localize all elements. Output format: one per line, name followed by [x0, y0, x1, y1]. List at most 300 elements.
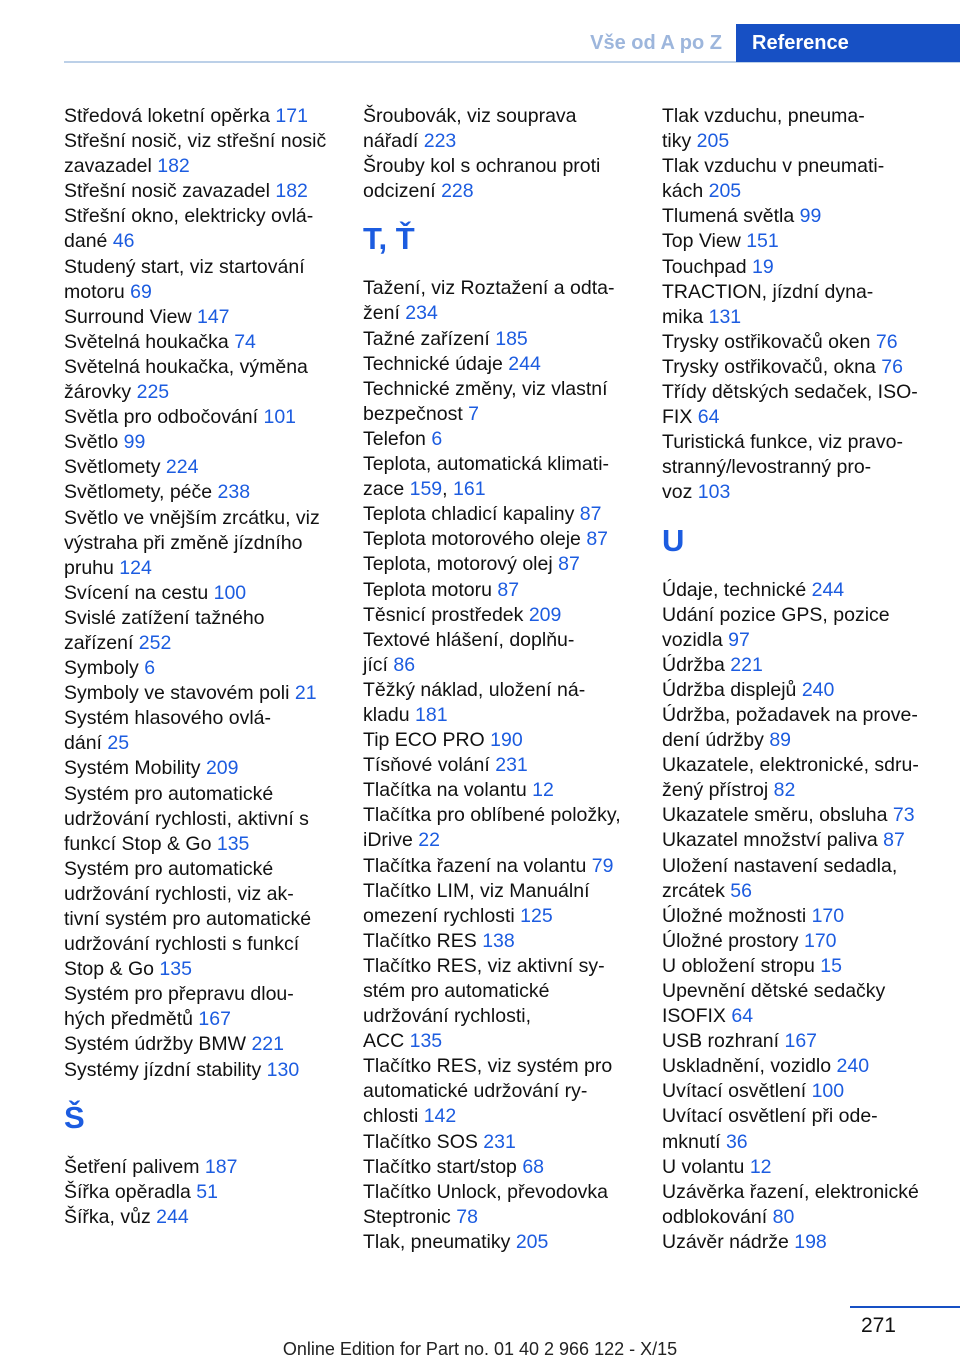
entry-term: zavazadel — [64, 155, 158, 178]
entry-term: omezení rychlosti — [363, 904, 521, 927]
page-link[interactable]: 138 — [482, 929, 515, 952]
index-section-heading: U — [662, 522, 685, 558]
page-link[interactable]: 221 — [730, 653, 763, 676]
index-entry-text — [662, 578, 952, 603]
index-entry — [662, 380, 952, 430]
index-entry-text — [363, 954, 645, 979]
index-entry — [662, 653, 952, 678]
page-link[interactable]: 234 — [405, 302, 438, 325]
index-entry — [64, 1155, 344, 1180]
entry-term: Trysky ostřikovačů, okna — [662, 355, 882, 378]
entry-term: Šrouby kol s ochranou proti — [363, 155, 601, 178]
page-link[interactable]: 78 — [456, 1205, 478, 1228]
page-link[interactable]: 244 — [508, 352, 541, 375]
index-entry-text — [662, 1054, 952, 1079]
entry-term: bezpečnost — [363, 402, 469, 425]
page-link[interactable]: 161 — [453, 478, 486, 501]
page-link[interactable]: 87 — [579, 503, 602, 526]
index-entry — [64, 480, 344, 505]
index-entry-text — [64, 330, 344, 355]
page-link[interactable]: 6 — [431, 427, 443, 450]
entry-term: nářadí — [363, 130, 424, 153]
index-entry-text — [662, 879, 952, 904]
index-entry — [64, 681, 344, 706]
page-link[interactable]: 15 — [820, 954, 842, 977]
page-link[interactable]: 224 — [165, 456, 199, 479]
page-link[interactable]: 244 — [156, 1205, 189, 1228]
index-entry-text — [662, 1155, 952, 1180]
page-link[interactable]: 190 — [490, 729, 523, 752]
index-entry — [363, 276, 645, 326]
index-entry-text — [662, 355, 952, 380]
index-entry-text — [64, 932, 344, 957]
page-link[interactable]: 56 — [730, 879, 752, 902]
index-entry — [64, 506, 344, 581]
index-entry — [662, 1155, 952, 1180]
header-reference-tab[interactable]: Reference — [736, 24, 960, 62]
index-entry — [363, 603, 645, 628]
index-entry — [64, 982, 344, 1032]
entry-term: Trysky ostřikovačů oken — [662, 330, 876, 353]
page-link[interactable]: 87 — [883, 829, 905, 852]
page-link[interactable]: 80 — [772, 1205, 795, 1228]
page-link[interactable]: 205 — [515, 1230, 549, 1253]
entry-term: Střešní nosič zavazadel — [64, 180, 276, 203]
entry-term: dání — [64, 732, 108, 755]
page-link[interactable]: 187 — [204, 1155, 238, 1178]
entry-term: Uvítací osvětlení při ode- — [662, 1105, 878, 1128]
index-entry-text — [64, 380, 344, 405]
page-link[interactable]: 125 — [520, 904, 553, 927]
index-entry-text — [662, 1079, 952, 1104]
index-column-2 — [363, 104, 645, 1255]
index-entry — [363, 327, 645, 352]
page-link[interactable]: 64 — [731, 1005, 754, 1028]
entry-term: USB rozhraní — [662, 1030, 785, 1053]
entry-term: odblokování — [662, 1205, 773, 1228]
entry-term: kách — [662, 180, 709, 203]
index-entry-text — [662, 979, 952, 1004]
index-entry — [363, 1054, 645, 1129]
index-entry-text — [363, 1230, 645, 1255]
index-entry-text — [662, 678, 952, 703]
index-entry-text — [64, 857, 344, 882]
page-link[interactable]: 89 — [769, 729, 792, 752]
page-link[interactable]: 170 — [803, 929, 837, 952]
entry-term: stranný/levostranný pro- — [662, 456, 872, 479]
page-link[interactable]: 167 — [784, 1030, 818, 1053]
entry-term: Světla pro odbočování — [64, 406, 264, 429]
page-link[interactable]: 209 — [205, 757, 239, 780]
index-entry-text — [363, 1079, 645, 1104]
page-link[interactable]: 21 — [294, 682, 317, 705]
index-entry — [662, 204, 952, 229]
index-entry — [64, 430, 344, 455]
entry-term: Údržba — [662, 653, 731, 676]
entry-term: ISOFIX — [662, 1005, 732, 1028]
entry-term: Tlačítko RES, viz aktivní sy- — [363, 954, 605, 977]
entry-term: Steptronic — [363, 1205, 457, 1228]
index-entry — [662, 330, 952, 355]
index-entry — [662, 1180, 952, 1230]
page-link[interactable]: 36 — [725, 1130, 748, 1153]
page-link[interactable]: 87 — [558, 553, 580, 576]
page-link[interactable]: 19 — [752, 255, 774, 278]
index-entry — [662, 603, 952, 653]
page-link[interactable]: 182 — [157, 155, 190, 178]
index-entry-text — [64, 556, 344, 581]
index-entry — [64, 405, 344, 430]
page-link[interactable]: 135 — [159, 958, 192, 981]
page-link[interactable]: 244 — [811, 578, 845, 601]
entry-term: Těžký náklad, uložení ná- — [363, 678, 586, 701]
page-link[interactable]: 64 — [697, 406, 720, 429]
index-entry-text — [363, 527, 645, 552]
page-link[interactable]: 100 — [213, 581, 247, 604]
entry-term: Systém hlasového ovlá- — [64, 707, 272, 730]
entry-term: automatické udržování ry- — [363, 1080, 588, 1103]
index-entry-text — [64, 782, 344, 807]
index-entry — [363, 527, 645, 552]
index-entry-text — [363, 603, 645, 628]
index-entry-text — [363, 1180, 645, 1205]
entry-term: funkcí Stop & Go — [64, 832, 217, 855]
page-link[interactable]: 238 — [217, 481, 251, 504]
index-entry-text — [363, 1130, 645, 1155]
index-entry-text — [662, 1130, 952, 1155]
index-entry-text — [64, 1032, 344, 1057]
index-entry-text — [363, 327, 645, 352]
page-link[interactable]: 221 — [251, 1033, 284, 1056]
entry-term: Tlačítko RES, viz systém pro — [363, 1055, 613, 1078]
entry-term: Teplota chladicí kapaliny — [363, 503, 580, 526]
entry-term: U obložení stropu — [662, 954, 821, 977]
entry-term: Šetření palivem — [64, 1155, 205, 1178]
index-entry — [363, 427, 645, 452]
index-entry-text — [64, 305, 344, 330]
page-link[interactable]: 171 — [275, 105, 308, 127]
index-entry — [363, 929, 645, 954]
index-entry-text — [363, 854, 645, 879]
entry-term: Tlak, pneumatiky — [363, 1230, 516, 1253]
index-entry-text — [64, 405, 344, 430]
index-entry — [662, 678, 952, 703]
index-entry-text — [363, 979, 645, 1004]
index-entry-text — [363, 352, 645, 377]
index-entry — [64, 857, 344, 982]
page-link[interactable]: 167 — [198, 1008, 231, 1031]
entry-term: Těsnicí prostředek — [363, 603, 529, 626]
page-link[interactable]: 12 — [749, 1155, 772, 1178]
index-entry-text — [363, 427, 645, 452]
index-entry-text — [64, 179, 344, 204]
index-entry-text — [662, 1104, 952, 1129]
index-entry — [662, 979, 952, 1029]
page-link[interactable]: 103 — [697, 481, 731, 504]
page-link[interactable]: 181 — [415, 703, 448, 726]
index-entry-text — [64, 280, 344, 305]
entry-term: Teplota, automatická klimati- — [363, 453, 610, 476]
entry-term: iDrive — [363, 829, 419, 852]
index-entry-text — [363, 778, 645, 803]
entry-term: Systém Mobility — [64, 757, 206, 780]
index-entry-text — [64, 355, 344, 380]
index-entry-text — [64, 1155, 344, 1180]
index-entry-text — [662, 1205, 952, 1230]
page-link[interactable]: 205 — [696, 130, 730, 153]
index-entry — [662, 104, 952, 154]
page-link[interactable]: 101 — [263, 406, 297, 429]
entry-term: Tísňové volání — [363, 754, 496, 777]
page-link[interactable]: 240 — [836, 1055, 870, 1078]
entry-term: Tlak vzduchu v pneumati- — [662, 155, 885, 178]
page-link[interactable]: 209 — [528, 603, 562, 626]
index-entry-text — [662, 603, 952, 628]
index-entry-text — [64, 882, 344, 907]
page-link[interactable]: 130 — [266, 1058, 300, 1081]
index-entry — [363, 1130, 645, 1155]
entry-term: chlosti — [363, 1105, 424, 1128]
page-link[interactable]: 82 — [773, 779, 796, 802]
index-entry-text — [363, 301, 645, 326]
entry-term: Šroubovák, viz souprava — [363, 105, 577, 127]
index-entry — [363, 352, 645, 377]
page-link[interactable]: 170 — [811, 904, 845, 927]
index-entry-text — [64, 506, 344, 531]
page-link[interactable]: 12 — [532, 779, 554, 802]
entry-term: tiky — [662, 130, 697, 153]
page-link[interactable]: 7 — [468, 402, 480, 425]
page-number: 271 — [860, 1314, 896, 1337]
index-entry-text — [662, 430, 952, 455]
page-link[interactable]: 124 — [119, 556, 152, 579]
entry-term: odcizení — [363, 180, 442, 203]
entry-term: vozidla — [662, 628, 729, 651]
page-link[interactable]: 76 — [875, 330, 898, 353]
page-link[interactable]: 252 — [138, 631, 172, 654]
index-entry-text — [363, 1004, 645, 1029]
index-entry-text — [363, 828, 645, 853]
entry-term: zrcátek — [662, 879, 731, 902]
entry-term: udržování rychlosti, — [363, 1005, 531, 1028]
entry-term: Tažné zařízení — [363, 327, 496, 350]
entry-term: Střešní nosič, viz střešní nosič — [64, 130, 327, 153]
index-entry-text — [662, 179, 952, 204]
page-link[interactable]: 240 — [801, 678, 835, 701]
index-entry-text — [662, 380, 952, 405]
entry-term: udržování rychlosti, aktivní s — [64, 807, 309, 830]
page-link[interactable]: 142 — [423, 1105, 457, 1128]
page-link[interactable]: 225 — [136, 381, 170, 404]
page-link[interactable]: 79 — [591, 854, 614, 877]
entry-term: Tlačítko RES — [363, 929, 483, 952]
index-entry — [64, 1180, 344, 1205]
index-entry-text — [64, 631, 344, 656]
index-entry — [662, 1104, 952, 1154]
index-entry-text — [363, 452, 645, 477]
page-link[interactable]: 151 — [746, 230, 779, 253]
index-entry-text — [363, 502, 645, 527]
index-entry-text — [64, 104, 344, 129]
page-link[interactable]: 231 — [495, 754, 528, 777]
entry-term: Údržba, požadavek na prove- — [662, 703, 918, 726]
index-entry-text — [662, 628, 952, 653]
page-link[interactable]: 86 — [393, 653, 416, 676]
index-entry — [64, 656, 344, 681]
page-link[interactable]: 22 — [418, 829, 440, 852]
index-entry-text — [363, 377, 645, 402]
page-link[interactable]: 51 — [196, 1180, 218, 1203]
index-entry-text — [662, 305, 952, 330]
index-entry-text — [363, 703, 645, 728]
index-entry — [363, 578, 645, 603]
page-link[interactable]: 223 — [423, 130, 457, 153]
entry-term: Šířka opěradla — [64, 1180, 197, 1203]
entry-term: Tlačítka řazení na volantu — [363, 854, 592, 877]
entry-term: jící — [363, 653, 394, 676]
index-entry — [64, 104, 344, 129]
page-link[interactable]: 185 — [495, 327, 528, 350]
page-link[interactable]: 73 — [892, 804, 915, 827]
page-link[interactable]: 159 — [409, 478, 443, 501]
index-entry — [363, 803, 645, 853]
index-entry — [662, 1230, 952, 1255]
index-entry-text — [363, 1054, 645, 1079]
entry-term: Tlačítka pro oblíbené položky, — [363, 804, 621, 827]
entry-term: Udání pozice GPS, pozice — [662, 603, 890, 626]
page-link[interactable]: 99 — [799, 205, 822, 228]
index-entry-text — [64, 1058, 344, 1083]
entry-term: Uvítací osvětlení — [662, 1080, 812, 1103]
entry-term: výstraha při změně jízdního — [64, 531, 303, 554]
entry-term: Tlak vzduchu, pneuma- — [662, 105, 865, 127]
page-link[interactable]: 231 — [483, 1130, 516, 1153]
index-entry-text — [64, 581, 344, 606]
index-entry-text — [662, 854, 952, 879]
page-link[interactable]: 228 — [441, 180, 474, 203]
index-entry — [363, 954, 645, 1054]
index-entry-text — [363, 129, 645, 154]
index-entry — [64, 706, 344, 756]
page-link[interactable]: 6 — [144, 657, 156, 680]
entry-term: žený přístroj — [662, 779, 774, 802]
index-entry-text — [662, 455, 952, 480]
index-entry-text — [662, 728, 952, 753]
index-entry — [363, 678, 645, 728]
entry-term: Úložné možnosti — [662, 904, 812, 927]
index-entry-text — [662, 1180, 952, 1205]
index-entry-text — [662, 255, 952, 280]
entry-term: dení údržby — [662, 729, 770, 752]
page-link[interactable]: 68 — [522, 1155, 545, 1178]
index-column-1 — [64, 104, 344, 1230]
index-entry — [64, 1205, 344, 1230]
index-entry-text — [662, 1029, 952, 1054]
index-entry-text — [64, 531, 344, 556]
page-link[interactable]: 25 — [107, 732, 130, 755]
index-entry — [662, 828, 952, 853]
page-link[interactable]: 74 — [234, 330, 256, 353]
entry-term: žárovky — [64, 381, 137, 404]
index-entry-text — [64, 430, 344, 455]
index-entry-text — [363, 578, 645, 603]
page-link[interactable]: 205 — [708, 180, 742, 203]
index-entry-text — [64, 957, 344, 982]
entry-term: Tlačítka na volantu — [363, 779, 533, 802]
index-entry-text — [662, 778, 952, 803]
index-entry — [363, 854, 645, 879]
entry-term: Světlo ve vnějším zrcátku, viz — [64, 506, 320, 529]
entry-term: Systém pro přepravu dlou- — [64, 983, 294, 1006]
index-entry-text — [363, 1205, 645, 1230]
index-entry-text — [64, 1180, 344, 1205]
index-entry-text — [363, 653, 645, 678]
page-link[interactable]: 135 — [409, 1030, 443, 1053]
entry-term: Tažení, viz Roztažení a odta- — [363, 277, 615, 300]
page-link[interactable]: 87 — [586, 528, 609, 551]
page-link[interactable]: 69 — [130, 280, 152, 303]
entry-term: Symboly ve stavovém poli — [64, 682, 295, 705]
entry-term: ACC — [363, 1030, 410, 1053]
entry-term: stém pro automatické — [363, 980, 550, 1002]
entry-term: Úložné prostory — [662, 929, 804, 952]
index-entry-text — [662, 753, 952, 778]
page-link[interactable]: 135 — [216, 832, 250, 855]
entry-term: Upevnění dětské sedačky — [662, 980, 886, 1002]
index-entry — [64, 204, 344, 254]
page-link[interactable]: 97 — [728, 628, 750, 651]
page-link[interactable]: 76 — [881, 355, 903, 378]
entry-term: Surround View — [64, 305, 197, 328]
page-link[interactable]: 46 — [112, 230, 135, 253]
entry-term: Turistická funkce, viz pravo- — [662, 431, 903, 454]
page-link[interactable]: 100 — [811, 1080, 845, 1103]
page-link[interactable]: 131 — [708, 305, 742, 328]
index-entry — [662, 578, 952, 603]
index-entry-text — [363, 1104, 645, 1129]
entry-term: Světlo — [64, 431, 124, 454]
index-entry-text — [64, 606, 344, 631]
index-entry — [662, 355, 952, 380]
entry-term: Tlumená světla — [662, 205, 800, 228]
entry-term: Teplota motoru — [363, 578, 498, 601]
entry-term: Studený start, viz startování — [64, 255, 305, 278]
entry-term: Systémy jízdní stability — [64, 1058, 267, 1081]
index-entry-text — [64, 756, 344, 781]
page-link[interactable]: 147 — [196, 305, 230, 328]
page-link[interactable]: 182 — [275, 180, 308, 203]
entry-term: Světelná houkačka, výměna — [64, 355, 308, 378]
entry-term: Systém údržby BMW — [64, 1033, 252, 1056]
entry-term: Tlačítko SOS — [363, 1130, 484, 1153]
page-link[interactable]: 198 — [794, 1230, 827, 1253]
entry-term: Svislé zatížení tažného — [64, 606, 265, 629]
entry-term: motoru — [64, 280, 131, 303]
index-entry-text — [64, 154, 344, 179]
index-entry-text — [662, 129, 952, 154]
index-entry-text — [64, 807, 344, 832]
page-link[interactable]: 87 — [497, 578, 520, 601]
index-entry-text — [64, 982, 344, 1007]
index-entry — [662, 1029, 952, 1054]
index-entry-text — [662, 154, 952, 179]
page-link[interactable]: 99 — [123, 431, 146, 454]
index-entry — [363, 778, 645, 803]
index-entry-text — [662, 703, 952, 728]
entry-term: zařízení — [64, 631, 139, 654]
entry-term: Telefon — [363, 427, 432, 450]
index-entry — [64, 355, 344, 405]
